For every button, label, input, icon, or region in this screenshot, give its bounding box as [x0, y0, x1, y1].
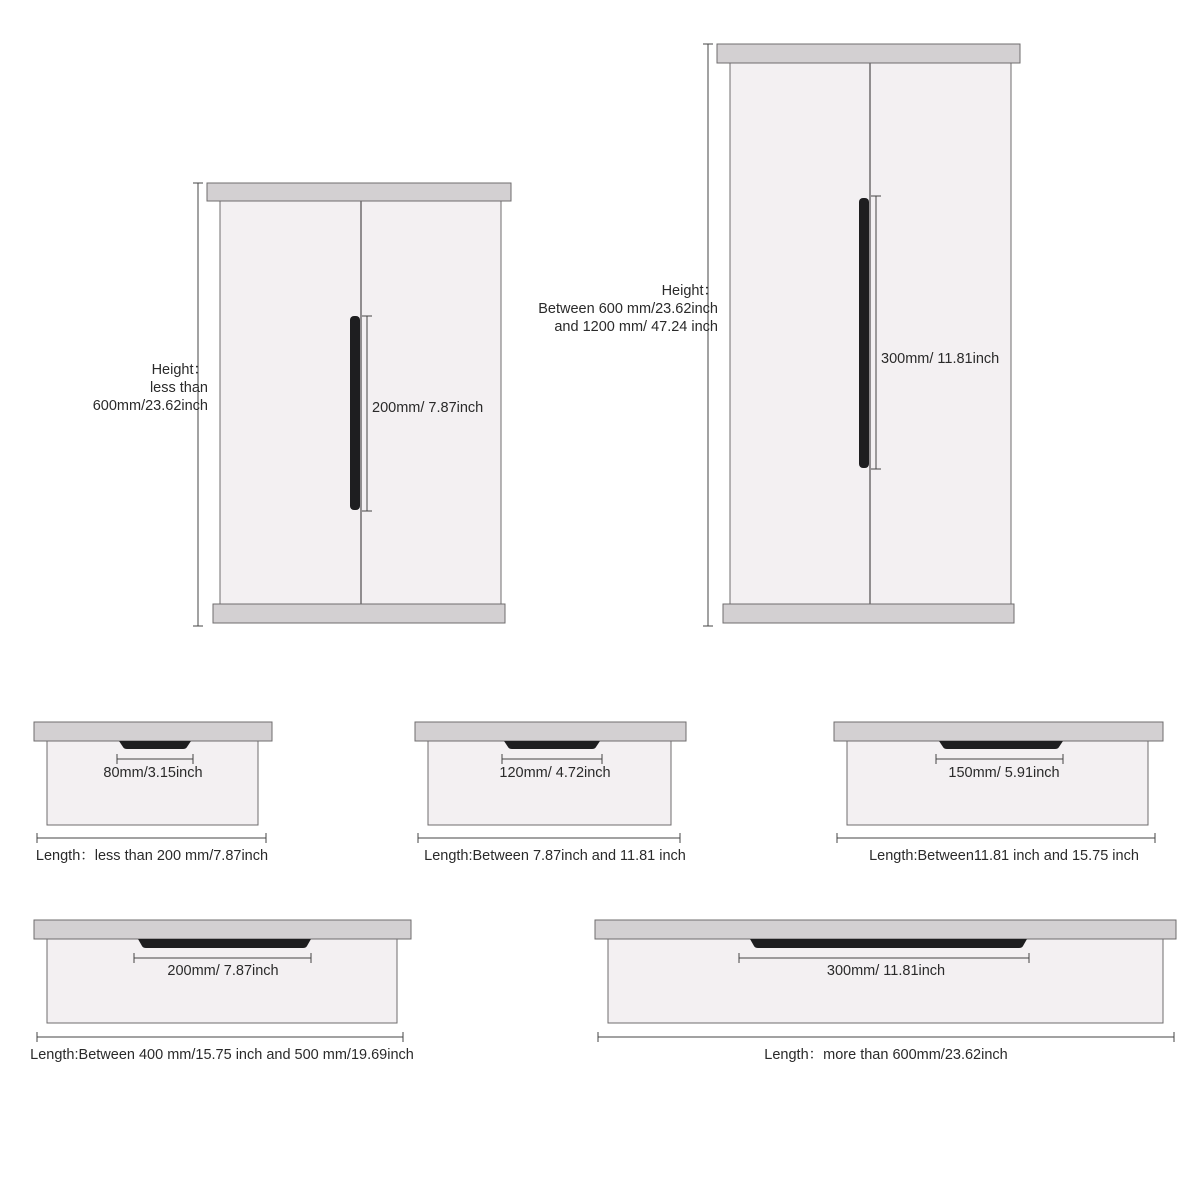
handle-length-label: 300mm/ 11.81inch: [826, 963, 946, 979]
drawer-top-slab: [34, 920, 411, 939]
height-label-line: Height：: [151, 362, 208, 378]
drawer-handle: [939, 741, 1063, 749]
drawer-length-label: Length:Between 400 mm/15.75 inch and 500 mm/19.69inch: [30, 1047, 414, 1063]
height-label-line: and 1200 mm/ 47.24 inch: [554, 319, 718, 335]
drawer-top-slab: [834, 722, 1163, 741]
handle-length-label: 300mm/ 11.81inch: [881, 351, 1000, 367]
height-dimension: [703, 44, 713, 626]
drawer-length-label: Length:Between11.81 inch and 15.75 inch: [869, 848, 1139, 864]
drawer-length-dimension: [418, 833, 680, 843]
drawer-length-dimension: [37, 1032, 403, 1042]
door-handle: [350, 316, 360, 510]
drawer-d5: [595, 920, 1176, 1063]
drawer-length-label: Length:Between 7.87inch and 11.81 inch: [424, 848, 686, 864]
height-label-line: Height：: [661, 283, 718, 299]
handle-length-label: 200mm/ 7.87inch: [167, 963, 279, 979]
drawer-length-label: Length：less than 200 mm/7.87inch: [35, 848, 269, 864]
drawer-handle: [119, 741, 191, 749]
drawer-d4: [30, 920, 414, 1063]
cabinet-base-slab: [723, 604, 1014, 623]
door-handle: [859, 198, 869, 468]
drawer-length-dimension: [837, 833, 1155, 843]
height-label-line: Between 600 mm/23.62inch: [538, 301, 718, 317]
cabinet-top-slab: [207, 183, 511, 201]
cabinet-tall: [538, 44, 1020, 626]
drawer-d1: [34, 722, 272, 864]
drawer-length-dimension: [37, 833, 266, 843]
cabinet-base-slab: [213, 604, 505, 623]
drawer-top-slab: [595, 920, 1176, 939]
drawer-handle: [750, 939, 1027, 948]
drawer-front: [608, 939, 1163, 1023]
handle-length-label: 120mm/ 4.72inch: [499, 765, 611, 781]
cabinet-short: [93, 183, 511, 626]
drawer-handle: [138, 939, 311, 948]
cabinet-top-slab: [717, 44, 1020, 63]
drawer-front: [847, 741, 1148, 825]
height-label-line: less than: [149, 380, 208, 396]
handle-length-label: 200mm/ 7.87inch: [372, 400, 484, 416]
handle-length-label: 150mm/ 5.91inch: [948, 765, 1060, 781]
drawer-handle: [504, 741, 600, 749]
drawer-top-slab: [415, 722, 686, 741]
drawer-top-slab: [34, 722, 272, 741]
drawer-front: [47, 741, 258, 825]
drawer-front: [428, 741, 671, 825]
drawer-front: [47, 939, 397, 1023]
drawer-length-label: Length：more than 600mm/23.62inch: [764, 1047, 1008, 1063]
height-label-line: 600mm/23.62inch: [92, 398, 208, 414]
drawer-d3: [834, 722, 1163, 864]
handle-length-label: 80mm/3.15inch: [103, 765, 203, 781]
drawer-length-dimension: [598, 1032, 1174, 1042]
drawer-d2: [415, 722, 686, 864]
